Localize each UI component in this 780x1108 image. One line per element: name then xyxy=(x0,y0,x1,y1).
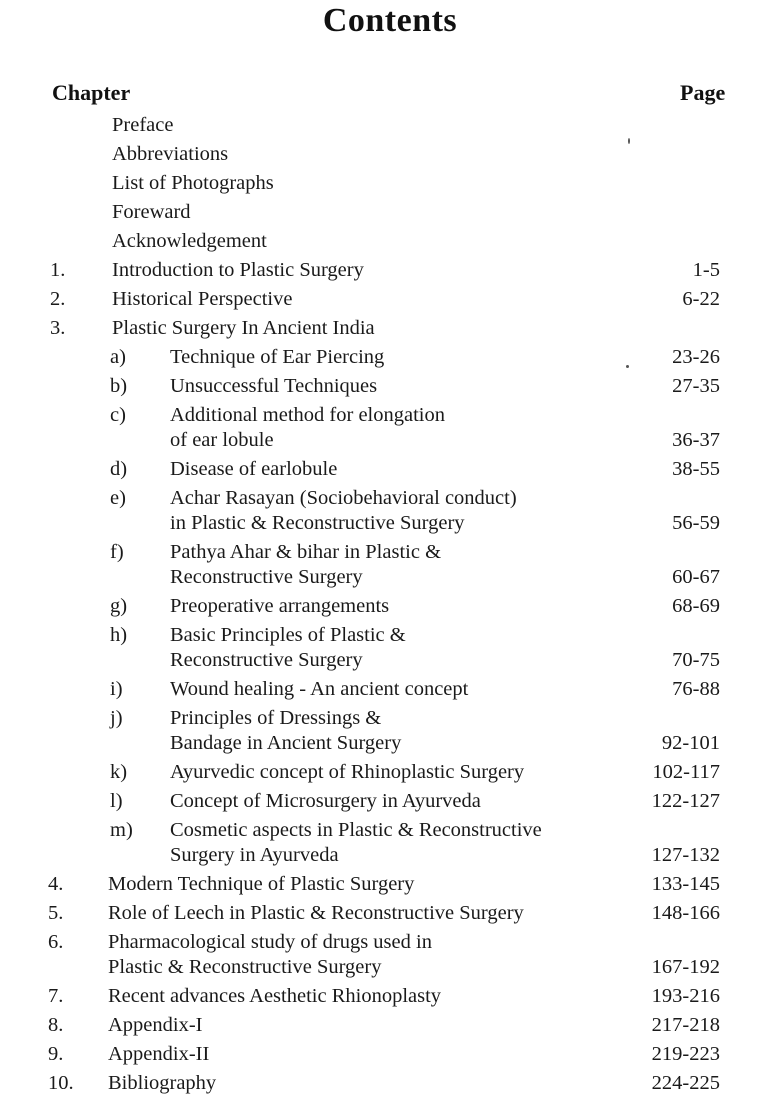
subsection-title: Ayurvedic concept of Rhinoplastic Surgery xyxy=(170,761,525,783)
scan-speck xyxy=(626,365,629,368)
front-matter-title: Acknowledgement xyxy=(112,230,267,252)
chapter-number: 7. xyxy=(48,985,64,1007)
subsection-letter: a) xyxy=(110,346,126,368)
chapter-title: Introduction to Plastic Surgery xyxy=(112,259,364,281)
subsection-page: 68-69 xyxy=(672,595,720,617)
front-matter-title: List of Photographs xyxy=(112,172,274,194)
chapter-page: 133-145 xyxy=(651,873,720,895)
chapter-page: 167-192 xyxy=(651,956,720,978)
subsection-page: 60-67 xyxy=(672,566,720,588)
front-matter-title: Preface xyxy=(112,114,174,136)
subsection-letter: f) xyxy=(110,541,124,563)
subsection-page: 127-132 xyxy=(651,844,720,866)
chapter-title: Plastic & Reconstructive Surgery xyxy=(108,956,382,978)
chapter-page: 217-218 xyxy=(651,1014,720,1036)
subsection-title: Wound healing - An ancient concept xyxy=(170,678,469,700)
chapter-number: 8. xyxy=(48,1014,64,1036)
chapter-title: Recent advances Aesthetic Rhionoplasty xyxy=(108,985,442,1007)
subsection-letter: m) xyxy=(110,819,133,841)
subsection-title: Reconstructive Surgery xyxy=(170,566,363,588)
subsection-title: Disease of earlobule xyxy=(170,458,338,480)
chapter-number: 1. xyxy=(50,259,66,281)
subsection-title: of ear lobule xyxy=(170,429,274,451)
chapter-title: Role of Leech in Plastic & Reconstructive Surgery xyxy=(108,902,524,924)
subsection-title: Achar Rasayan (Sociobehavioral conduct) xyxy=(170,487,517,509)
subsection-title: Cosmetic aspects in Plastic & Reconstructive xyxy=(170,819,542,841)
subsection-letter: l) xyxy=(110,790,123,812)
subsection-page: 38-55 xyxy=(672,458,720,480)
chapter-number: 9. xyxy=(48,1043,64,1065)
subsection-title: Preoperative arrangements xyxy=(170,595,390,617)
subsection-letter: e) xyxy=(110,487,126,509)
page-column-header: Page xyxy=(680,80,726,105)
chapter-page: 1-5 xyxy=(692,259,720,281)
subsection-page: 92-101 xyxy=(661,732,720,754)
subsection-title: Concept of Microsurgery in Ayurveda xyxy=(170,790,481,812)
chapter-column-header: Chapter xyxy=(52,80,131,105)
chapter-number: 2. xyxy=(50,288,66,310)
chapter-number: 10. xyxy=(48,1072,74,1094)
subsection-title: Pathya Ahar & bihar in Plastic & xyxy=(170,541,442,563)
subsection-letter: h) xyxy=(110,624,128,646)
chapter-number: 3. xyxy=(50,317,66,339)
subsection-letter: d) xyxy=(110,458,128,480)
chapter-title: Bibliography xyxy=(108,1072,217,1094)
subsection-title: Reconstructive Surgery xyxy=(170,649,363,671)
chapter-number: 4. xyxy=(48,873,64,895)
subsection-letter: g) xyxy=(110,595,128,617)
subsection-page: 70-75 xyxy=(672,649,720,671)
subsection-page: 23-26 xyxy=(672,346,720,368)
subsection-page: 122-127 xyxy=(651,790,720,812)
subsection-letter: k) xyxy=(110,761,128,783)
chapter-title: Plastic Surgery In Ancient India xyxy=(112,317,375,339)
subsection-page: 36-37 xyxy=(672,429,720,451)
chapter-title: Appendix-II xyxy=(108,1043,210,1065)
subsection-title: Technique of Ear Piercing xyxy=(170,346,385,368)
subsection-letter: c) xyxy=(110,404,126,426)
chapter-page: 6-22 xyxy=(682,288,720,310)
front-matter-title: Abbreviations xyxy=(112,143,229,165)
chapter-page: 224-225 xyxy=(651,1072,720,1094)
page-title: Contents xyxy=(322,2,458,39)
chapter-title: Historical Perspective xyxy=(112,288,293,310)
subsection-page: 102-117 xyxy=(652,761,720,783)
chapter-page: 148-166 xyxy=(651,902,720,924)
subsection-page: 56-59 xyxy=(672,512,720,534)
subsection-title: Basic Principles of Plastic & xyxy=(170,624,406,646)
chapter-title: Pharmacological study of drugs used in xyxy=(108,931,432,953)
chapter-title: Appendix-I xyxy=(108,1014,203,1036)
chapter-number: 6. xyxy=(48,931,64,953)
chapter-number: 5. xyxy=(48,902,64,924)
chapter-page: 193-216 xyxy=(651,985,720,1007)
chapter-title: Modern Technique of Plastic Surgery xyxy=(108,873,415,895)
chapter-page: 219-223 xyxy=(651,1043,720,1065)
subsection-letter: j) xyxy=(110,707,123,729)
subsection-page: 27-35 xyxy=(672,375,720,397)
subsection-title: Unsuccessful Techniques xyxy=(170,375,378,397)
subsection-title: in Plastic & Reconstructive Surgery xyxy=(170,512,465,534)
subsection-page: 76-88 xyxy=(672,678,720,700)
subsection-title: Principles of Dressings & xyxy=(170,707,382,729)
subsection-letter: b) xyxy=(110,375,128,397)
subsection-title: Surgery in Ayurveda xyxy=(170,844,339,866)
subsection-letter: i) xyxy=(110,678,123,700)
subsection-title: Additional method for elongation xyxy=(170,404,445,426)
front-matter-title: Foreward xyxy=(112,201,191,223)
scan-speck xyxy=(628,138,630,144)
subsection-title: Bandage in Ancient Surgery xyxy=(170,732,402,754)
